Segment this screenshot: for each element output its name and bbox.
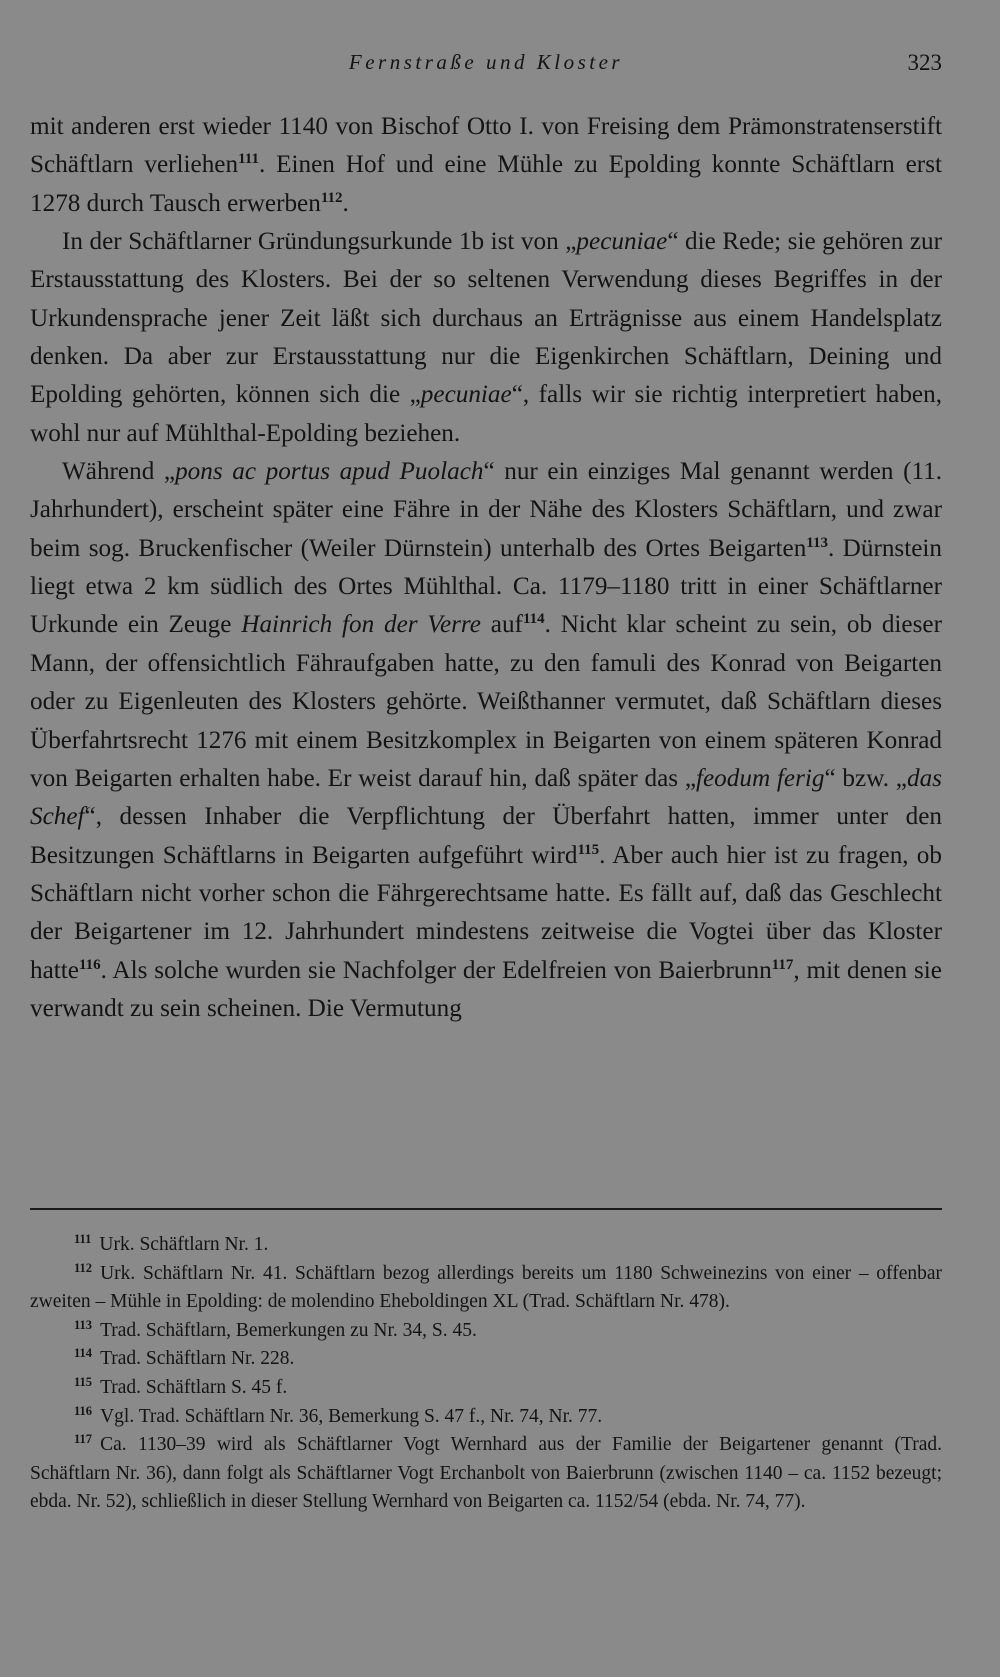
footnotes — [30, 1231, 942, 1517]
italic-text-run: das Schef — [30, 764, 942, 831]
text-run: mit anderen erst wieder 1140 von Bischof Otto I. von Freising dem Prämonstratenserstift Schäftlarn verliehen — [30, 113, 942, 179]
footnote-ref: 116 — [78, 956, 101, 973]
text-run: , mit denen sie verwandt zu sein scheinen. Die Vermutung — [30, 956, 942, 1022]
italic-text-run: feodum ferig — [696, 764, 825, 792]
footnote: 115 Trad. Schäftlarn S. 45 f. — [74, 1374, 288, 1398]
italic-text-run: pons ac portus apud Puolach — [175, 458, 484, 486]
footnote-ref: 113 — [806, 534, 828, 551]
footnote-ref: 111 — [238, 151, 259, 168]
paragraph — [30, 108, 942, 223]
text-run: . Nicht klar scheint zu sein, ob dieser Mann, der offensichtlich Fähraufgaben hatte, zu den famuli des Konrad von Beigarten oder zu Eigenleuten des Klosters gehörte. Weißthanner vermutet, daß Schäftlarn dieses Überfahrtsrecht 1276 mit einem Besitzkomplex in Beigarten von einem späteren Konrad von Beigarten erhalten habe. Er weist darauf hin, daß später das „ — [30, 611, 942, 792]
footnote-text: Trad. Schäftlarn, Bemerkungen zu Nr. 34, S. 45. — [100, 1319, 477, 1341]
footnote: 112 Urk. Schäftlarn Nr. 41. Schäftlarn bezog allerdings bereits um 1180 Schweinezins von einer – offenbar zweiten – Mühle in Epolding: de molendino Eheboldingen XL (Trad. Schäftlarn Nr. 478). — [30, 1260, 942, 1313]
text-run: “ nur ein einziges Mal genannt werden (11. Jahrhundert), erscheint später eine Fähre in der Nähe des Klosters Schäftlarn, und zwar beim sog. Bruckenfischer (Weiler Dürnstein) unterhalb des Ortes Beigarten — [30, 458, 943, 562]
paragraph — [30, 223, 942, 453]
running-head — [30, 50, 942, 84]
text-run: . Als solche wurden sie Nachfolger der Edelfreien von Baierbrunn — [100, 956, 772, 984]
paragraph — [30, 453, 942, 1028]
text-run: “, falls wir sie richtig interpretiert haben, wohl nur auf Mühlthal-Epolding beziehen. — [30, 381, 942, 447]
footnote-text: Vgl. Trad. Schäftlarn Nr. 36, Bemerkung S. 47 f., Nr. 74, Nr. 77. — [100, 1405, 603, 1427]
text-run: . Aber auch hier ist zu fragen, ob Schäftlarn nicht vorher schon die Fährgerechtsame hatte. Es fällt auf, daß das Geschlecht der Beigartener im 12. Jahrhundert mindestens zeitweise die Vogtei über das Kloster hatte — [30, 841, 942, 984]
footnote: 117 Ca. 1130–39 wird als Schäftlarner Vogt Wernhard aus der Familie der Beigartener genannt (Trad. Schäftlarn Nr. 36), dann folgt als Schäftlarner Vogt Erchanbolt von Baierbrunn (zwischen 1140 – ca. 1152 bezeugt; ebda. Nr. 52), schließlich in dieser Stellung Wernhard von Beigarten ca. 1152/54 (ebda. Nr. 74, 77). — [30, 1432, 942, 1513]
footnote: 114 Trad. Schäftlarn Nr. 228. — [74, 1346, 295, 1370]
footnote: 116 Vgl. Trad. Schäftlarn Nr. 36, Bemerkung S. 47 f., Nr. 74, Nr. 77. — [74, 1403, 603, 1427]
italic-text-run: pecuniae — [576, 228, 668, 256]
footnote-text: Trad. Schäftlarn S. 45 f. — [100, 1376, 288, 1398]
footnote: 111 Urk. Schäftlarn Nr. 1. — [74, 1232, 269, 1255]
footnote-text: Trad. Schäftlarn Nr. 228. — [100, 1348, 295, 1370]
footnote-ref: 112 — [320, 189, 343, 206]
text-run: Während „ — [62, 458, 176, 486]
text-run: . Dürnstein liegt etwa 2 km südlich des Ortes Mühlthal. Ca. 1179–1180 tritt in einer Schäftlarner Urkunde ein Zeuge — [30, 534, 942, 639]
text-run: “, dessen Inhaber die Verpflichtung der Überfahrt hatten, immer unter den Besitzungen Schäftlarns in Beigarten aufgeführt wird — [30, 803, 942, 869]
footnote-ref: 117 — [771, 956, 794, 973]
footnote-separator — [30, 1208, 942, 1210]
footnote-ref: 114 — [522, 611, 545, 628]
footnote: 113 Trad. Schäftlarn, Bemerkungen zu Nr. 34, S. 45. — [74, 1317, 477, 1341]
text-run: . Einen Hof und eine Mühle zu Epolding konnte Schäftlarn erst 1278 durch Tausch erwerben — [30, 151, 942, 217]
text-run: “ die Rede; sie gehören zur Erstausstattung des Klosters. Bei der so seltenen Verwendung dieses Begriffes in der Urkundensprache jener Zeit läßt sich durchaus an Erträgnisse aus einem Handelsplatz denken. Da aber zur Erstausstattung nur die Eigenkirchen Schäftlarn, Deining und Epolding gehörten, können sich die „ — [30, 228, 943, 409]
footnote-text: Ca. 1130–39 wird als Schäftlarner Vogt Wernhard aus der Familie der Beigartener genannt (Trad. Schäftlarn Nr. 36), dann folgt als Schäftlarner Vogt Erchanbolt von Baierbrunn (zwischen 1140 – ca. 1152 bezeugt; ebda. Nr. 52), schließlich in dieser Stellung Wernhard von Beigarten ca. 1152/54 (ebda. Nr. 74, 77). — [30, 1434, 942, 1513]
text-run: “ bzw. „ — [824, 764, 907, 792]
running-title: Fernstraße und Kloster — [348, 50, 624, 74]
footnote-text: Urk. Schäftlarn Nr. 1. — [99, 1234, 269, 1255]
italic-text-run: Hainrich fon der Verre — [241, 611, 481, 639]
text-run: . — [342, 189, 349, 217]
body-text — [30, 108, 942, 1028]
text-run: auf — [480, 611, 523, 639]
text-run: In der Schäftlarner Gründungsurkunde 1b ist von „ — [62, 228, 577, 256]
italic-text-run: pecuniae — [420, 381, 512, 409]
footnote-text: Urk. Schäftlarn Nr. 41. Schäftlarn bezog allerdings bereits um 1180 Schweinezins von einer – offenbar zweiten – Mühle in Epolding: de molendino Eheboldingen XL (Trad. Schäftlarn Nr. 478). — [30, 1262, 942, 1313]
footnote-ref: 115 — [577, 841, 600, 858]
page-number: 323 — [907, 50, 942, 75]
